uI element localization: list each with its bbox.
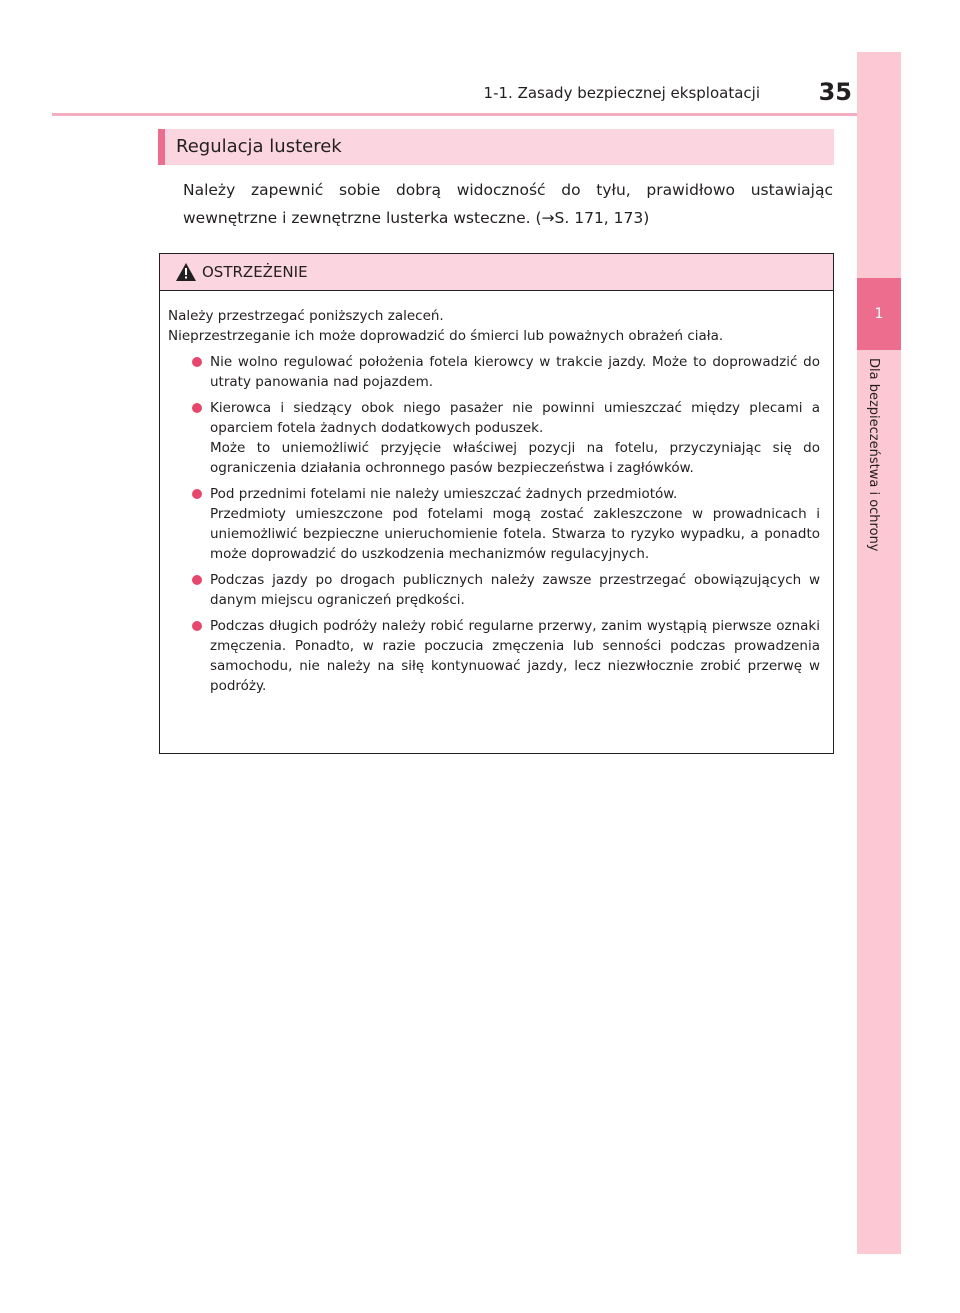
list-item bbox=[168, 352, 820, 392]
section-intro: Należy zapewnić sobie dobrą widoczność do tyłu, prawidłowo ustawiając wewnętrzne i zewnętrzne lusterka wsteczne. (→S. 171, 173) bbox=[183, 181, 833, 227]
list-item-text: Kierowca i siedzący obok niego pasażer nie powinni umieszczać między plecami a oparciem fotela żadnych dodatkowych poduszek. bbox=[210, 400, 820, 436]
warning-body bbox=[168, 306, 820, 702]
list-item-text: Nie wolno regulować położenia fotela kierowcy w trakcie jazdy. Może to doprowadzić do utraty panowania nad pojazdem. bbox=[210, 354, 820, 390]
warning-header bbox=[160, 254, 833, 291]
warning-triangle-icon bbox=[176, 263, 196, 281]
list-item-detail: Może to uniemożliwić przyjęcie właściwej pozycji na fotelu, przyczyniając się do ograniczenia działania ochronnego pasów bezpieczeństwa i zagłówków. bbox=[210, 440, 820, 476]
list-item bbox=[168, 398, 820, 478]
side-chapter-tab bbox=[857, 52, 901, 1254]
list-item bbox=[168, 616, 820, 696]
warning-lead: Należy przestrzegać poniższych zaleceń. bbox=[168, 308, 444, 324]
warning-list bbox=[168, 352, 820, 696]
warning-title: OSTRZEŻENIE bbox=[202, 263, 308, 281]
page-number: 35 bbox=[818, 78, 852, 106]
warning-lead-consequence: Nieprzestrzeganie ich może doprowadzić do śmierci lub poważnych obrażeń ciała. bbox=[168, 328, 724, 344]
section-title: Regulacja lusterek bbox=[158, 129, 834, 165]
bullet-dot-icon bbox=[192, 575, 202, 585]
side-tab-number: 1 bbox=[857, 278, 901, 350]
list-item bbox=[168, 484, 820, 564]
warning-box bbox=[159, 253, 834, 754]
chapter-heading: 1-1. Zasady bezpiecznej eksploatacji bbox=[483, 84, 760, 102]
bullet-dot-icon bbox=[192, 403, 202, 413]
header-divider bbox=[52, 113, 857, 116]
list-item bbox=[168, 570, 820, 610]
list-item-text: Podczas długich podróży należy robić regularne przerwy, zanim wystąpią pierwsze oznaki zmęczenia. Ponadto, w razie poczucia zmęczenia lub senności podczas prowadzenia samochodu, nie należy na siłę kontynuować jazdy, lecz niezwłocznie zrobić przerwę w podróży. bbox=[210, 618, 820, 694]
list-item-detail: Przedmioty umieszczone pod fotelami mogą zostać zakleszczone w prowadnicach i uniemożliwić bezpieczne unieruchomienie fotela. Stwarza to ryzyko wypadku, a ponadto może doprowadzić do uszkodzenia mechanizmów regulacyjnych. bbox=[210, 506, 820, 562]
list-item-text: Pod przednimi fotelami nie należy umieszczać żadnych przedmiotów. bbox=[210, 486, 678, 502]
bullet-dot-icon bbox=[192, 357, 202, 367]
side-tab-label: Dla bezpieczeństwa i ochrony bbox=[866, 358, 881, 552]
list-item-text: Podczas jazdy po drogach publicznych należy zawsze przestrzegać obowiązujących w danym miejscu ograniczeń prędkości. bbox=[210, 572, 820, 608]
bullet-dot-icon bbox=[192, 621, 202, 631]
bullet-dot-icon bbox=[192, 489, 202, 499]
